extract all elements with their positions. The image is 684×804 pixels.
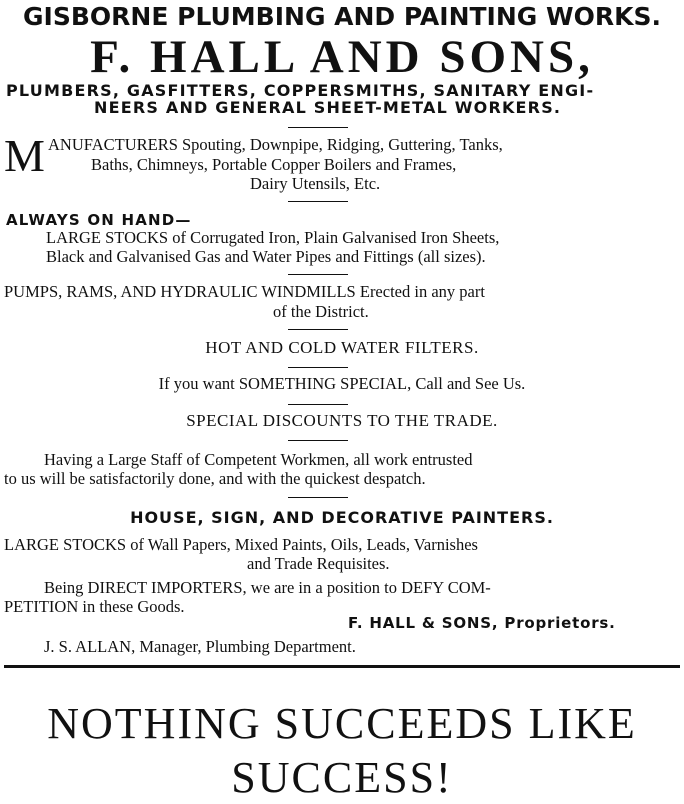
always-heading: ALWAYS ON HAND— [6, 211, 192, 229]
divider [288, 127, 348, 128]
heading: GISBORNE PLUMBING AND PAINTING WORKS. [23, 2, 661, 31]
firm-name: F. HALL AND SONS, [90, 31, 594, 83]
manufacturers-text: ANUFACTURERS Spouting, Downpipe, Ridging, Guttering, Tanks, [48, 135, 503, 154]
trades-line-1: PLUMBERS, GASFITTERS, COPPERSMITHS, SANITARY ENGI- [6, 81, 595, 100]
divider [288, 274, 348, 275]
painters-heading: HOUSE, SIGN, AND DECORATIVE PAINTERS. [130, 508, 554, 527]
stocks-line-2: and Trade Requisites. [247, 554, 390, 573]
divider [288, 497, 348, 498]
importers-line-2: PETITION in these Goods. [4, 597, 185, 616]
always-line-2: Black and Galvanised Gas and Water Pipes and Fittings (all sizes). [46, 247, 486, 266]
manager-line: J. S. ALLAN, Manager, Plumbing Department. [44, 637, 356, 656]
manufacturers-line-3: Dairy Utensils, Etc. [250, 174, 381, 193]
manufacturers-line-2: Baths, Chimneys, Portable Copper Boilers and Frames, [91, 155, 457, 174]
special-line: If you want SOMETHING SPECIAL, Call and See Us. [158, 374, 526, 393]
trades-line-2: NEERS AND GENERAL SHEET-METAL WORKERS. [94, 98, 562, 117]
filters-line: HOT AND COLD WATER FILTERS. [205, 338, 479, 357]
slogan-line-1: NOTHING SUCCEEDS LIKE [47, 699, 637, 748]
staff-line-1: Having a Large Staff of Competent Workmen, all work entrusted [44, 450, 473, 469]
section-rule [4, 665, 680, 668]
slogan-line-2: SUCCESS! [231, 753, 453, 802]
always-line-1: LARGE STOCKS of Corrugated Iron, Plain Galvanised Iron Sheets, [46, 228, 500, 247]
divider [288, 329, 348, 330]
staff-line-2: to us will be satisfactorily done, and with the quickest despatch. [4, 469, 426, 488]
divider [288, 440, 348, 441]
divider [288, 367, 348, 368]
manufacturers-line-1 [48, 135, 503, 155]
pumps-line-2: of the District. [273, 302, 369, 321]
divider [288, 201, 348, 202]
divider [288, 404, 348, 405]
stocks-line-1: LARGE STOCKS of Wall Papers, Mixed Paints, Oils, Leads, Varnishes [4, 535, 478, 554]
discounts-line: SPECIAL DISCOUNTS TO THE TRADE. [186, 411, 498, 430]
importers-line-1: Being DIRECT IMPORTERS, we are in a position to DEFY COM- [44, 578, 491, 597]
drop-cap: M [4, 130, 45, 181]
pumps-line-1: PUMPS, RAMS, AND HYDRAULIC WINDMILLS Erected in any part [4, 282, 485, 301]
proprietors-line: F. HALL & SONS, Proprietors. [348, 614, 616, 632]
